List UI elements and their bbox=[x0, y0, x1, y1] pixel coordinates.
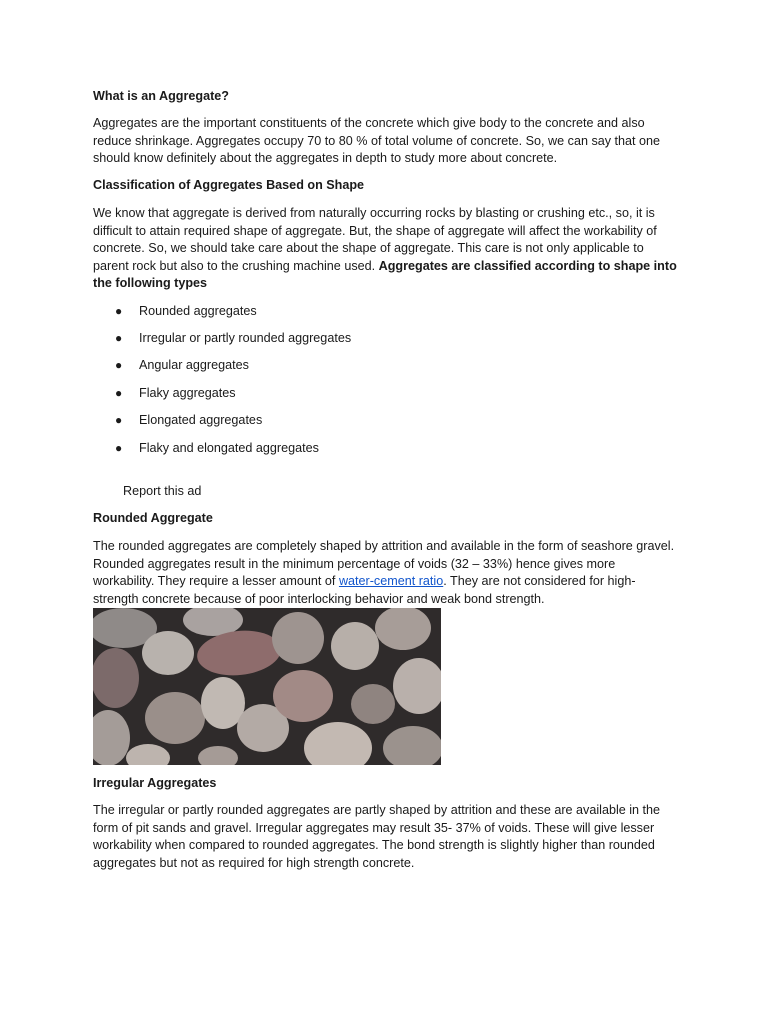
water-cement-ratio-link[interactable]: water-cement ratio bbox=[338, 574, 444, 589]
bullet-icon: ● bbox=[115, 358, 123, 372]
paragraph-classification-bold: Aggregates are classified according to shape into the following types bbox=[93, 258, 677, 291]
paragraph-classification bbox=[93, 205, 679, 293]
heading-classification: Classification of Aggregates Based on Shape bbox=[93, 178, 365, 192]
bullet-icon: ● bbox=[115, 331, 123, 345]
paragraph-rounded-aggregate: The rounded aggregates are completely shaped by attrition and available in the form of seashore gravel. Rounded aggregates result in the minimum percentage of voids (32 – 33%) hence gives more workability. They require a lesser amount of water-cement ratio. They are not considered for high-strength concrete because of poor interlocking behavior and weak bond strength. bbox=[93, 539, 675, 606]
heading-what-is-aggregate: What is an Aggregate? bbox=[93, 89, 229, 103]
paragraph-irregular-aggregates: The irregular or partly rounded aggregates are partly shaped by attrition and these are available in the form of pit sands and gravel. Irregular aggregates may result 35- 37% of voids. These will give lesser workability when compared to rounded aggregates. The bond strength is slightly higher than rounded aggregates but not as required for high strength concrete. bbox=[93, 803, 661, 870]
document-page: What is an Aggregate? Aggregates are the important constituents of the concrete which give body to the concrete and also reduce shrinkage. Aggregates occupy 70 to 80 % of total volume of concrete. So, we can say that one should know definitely about the aggregates in depth to study more about concrete. Classification of Aggregates Based on Shape We know that aggregate is derived from naturally occurring rocks by blasting or crushing etc., so, it is difficult to attain required shape of aggregate. But, the shape of aggregate will affect the workability of concrete. So, we should take care about the shape of aggregate. This care is not only applicable to parent rock but also to the crushing machine used. Aggregates are classified according to shape into the following types ● Rounded aggregates ● Irregular or partly rounded aggregates ● Angular aggregates ● Flaky aggregates ● Elongated aggregates ● Flaky and elongated aggregates Report this ad Rounded Aggregate The rounded aggregates are completely shaped by attrition and available in the form of seashore gravel. Rounded aggregates result in the minimum percentage of voids (32 – 33%) hence gives more workability. They require a lesser amount of water-cement ratio. They are not considered for high-strength concrete because of poor interlocking behavior and weak bond strength. Irregular Aggregates The irregular or partly rounded aggregates are partly shaped by attrition and these are available in the form of pit sands and gravel. Irregular aggregates may result 35- 37% of voids. These will give lesser workability when compared to rounded aggregates. The bond strength is slightly higher than rounded aggregates but not as required for high strength concrete. bbox=[0, 0, 768, 1024]
paragraph-what-is-aggregate: Aggregates are the important constituents of the concrete which give body to the concrete and also reduce shrinkage. Aggregates occupy 70 to 80 % of total volume of concrete. So, we can say that one should know definitely about the aggregates in depth to study more about concrete. bbox=[93, 116, 661, 166]
bullet-icon: ● bbox=[115, 413, 123, 427]
heading-rounded-aggregate: Rounded Aggregate bbox=[93, 511, 213, 525]
bullet-icon: ● bbox=[115, 441, 123, 455]
rounded-aggregate-photo bbox=[93, 608, 441, 765]
bullet-icon: ● bbox=[115, 386, 123, 400]
report-ad-link[interactable]: Report this ad bbox=[123, 484, 202, 498]
bullet-icon: ● bbox=[115, 304, 123, 318]
paragraph-classification-text: We know that aggregate is derived from naturally occurring rocks by blasting or crushing etc., so, it is difficult to attain required shape of aggregate. But, the shape of aggregate will affect the workability of concrete. So, we should take care about the shape of aggregate. This care is not only applicable to parent rock but also to the crushing machine used. bbox=[93, 206, 657, 273]
heading-irregular-aggregates: Irregular Aggregates bbox=[93, 776, 217, 790]
